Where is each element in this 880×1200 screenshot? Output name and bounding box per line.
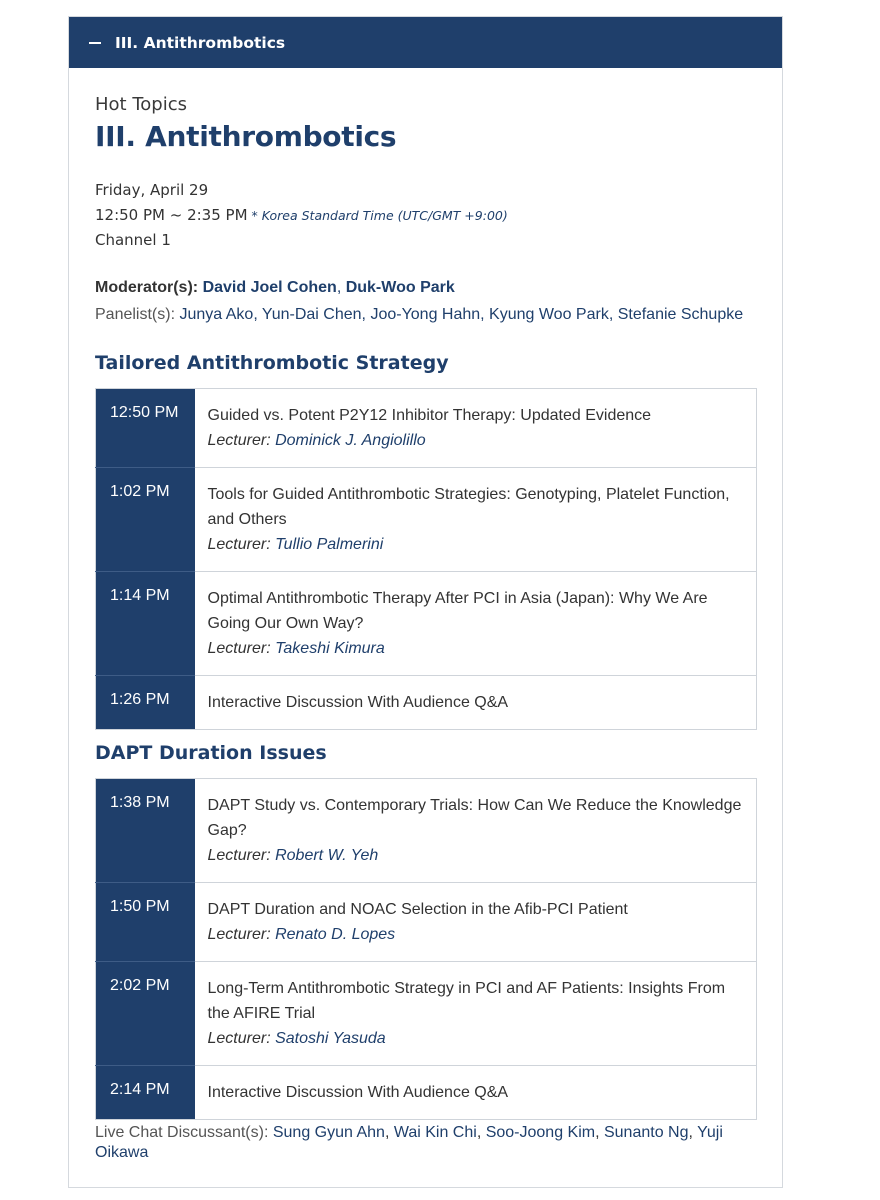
- talk-time: 2:14 PM: [96, 1066, 195, 1120]
- moderator-link[interactable]: David Joel Cohen: [202, 279, 337, 296]
- name-separator: ,: [476, 1124, 486, 1141]
- talk-lecturer: [208, 1026, 743, 1051]
- table-row: [96, 676, 757, 730]
- lecturer-label: Lecturer:: [207, 1030, 271, 1047]
- live-chat-discussants: [95, 1123, 757, 1163]
- talk-time: 1:26 PM: [96, 676, 195, 730]
- table-row: [96, 468, 757, 572]
- talk-lecturer: [208, 922, 743, 947]
- schedule-table-tailored: [95, 388, 757, 730]
- name-separator: ,: [253, 306, 262, 323]
- session-title: III. Antithrombotics: [95, 120, 397, 153]
- name-separator: ,: [608, 306, 618, 323]
- talk-details: [195, 1066, 757, 1120]
- talk-time: 1:02 PM: [96, 468, 195, 572]
- lecturer-link[interactable]: Dominick J. Angiolillo: [275, 432, 426, 449]
- talk-title: Tools for Guided Antithrombotic Strategies: Genotyping, Platelet Function, and Others: [207, 486, 730, 528]
- schedule-table-dapt: [95, 778, 757, 1120]
- talk-details: [195, 572, 757, 676]
- panelists-label: Panelist(s):: [95, 306, 176, 323]
- talk-title: Interactive Discussion With Audience Q&A: [207, 694, 509, 711]
- panelist-link[interactable]: Yun-Dai Chen: [261, 306, 362, 323]
- talk-lecturer: [208, 428, 743, 453]
- talk-title: Long-Term Antithrombotic Strategy in PCI and AF Patients: Insights From the AFIRE Trial: [207, 980, 726, 1022]
- lecturer-link[interactable]: Tullio Palmerini: [275, 536, 384, 553]
- talk-time: 12:50 PM: [96, 389, 195, 468]
- moderators-label: Moderator(s):: [95, 279, 199, 296]
- talk-lecturer: [208, 843, 743, 868]
- accordion-title: III. Antithrombotics: [115, 33, 286, 52]
- talk-title: DAPT Study vs. Contemporary Trials: How Can We Reduce the Knowledge Gap?: [207, 797, 742, 839]
- discussant-link[interactable]: Yuji Oikawa: [95, 1124, 723, 1161]
- talk-details: [195, 676, 757, 730]
- name-separator: ,: [361, 306, 371, 323]
- talk-details: [195, 468, 757, 572]
- live-chat-label: Live Chat Discussant(s):: [95, 1124, 269, 1141]
- discussant-link[interactable]: Soo-Joong Kim: [485, 1124, 596, 1141]
- name-separator: ,: [480, 306, 490, 323]
- section-title-tailored: Tailored Antithrombotic Strategy: [95, 352, 449, 374]
- name-separator: ,: [595, 1124, 604, 1141]
- lecturer-link[interactable]: Renato D. Lopes: [275, 926, 396, 943]
- panelist-link[interactable]: Kyung Woo Park: [489, 306, 609, 323]
- lecturer-link[interactable]: Satoshi Yasuda: [275, 1030, 386, 1047]
- talk-title: Optimal Antithrombotic Therapy After PCI in Asia (Japan): Why We Are Going Our Own Way?: [207, 590, 708, 632]
- table-row: [96, 962, 757, 1066]
- lecturer-label: Lecturer:: [207, 536, 271, 553]
- panelist-link[interactable]: Junya Ako: [179, 306, 254, 323]
- table-row: [96, 1066, 757, 1120]
- lecturer-link[interactable]: Takeshi Kimura: [275, 640, 385, 657]
- discussant-link[interactable]: Sung Gyun Ahn: [272, 1124, 385, 1141]
- discussant-link[interactable]: Sunanto Ng: [603, 1124, 689, 1141]
- name-separator: ,: [384, 1124, 394, 1141]
- lecturer-label: Lecturer:: [207, 926, 271, 943]
- name-separator: ,: [336, 279, 346, 296]
- table-row: [96, 572, 757, 676]
- session-time-range: 12:50 PM ~ 2:35 PM: [95, 206, 248, 224]
- timezone-note: * Korea Standard Time (UTC/GMT +9:00): [251, 208, 508, 223]
- table-row: [96, 389, 757, 468]
- talk-lecturer: [208, 636, 743, 661]
- minus-icon[interactable]: [89, 42, 101, 44]
- session-category: Hot Topics: [95, 94, 187, 115]
- talk-title: DAPT Duration and NOAC Selection in the Afib-PCI Patient: [207, 901, 628, 918]
- lecturer-label: Lecturer:: [207, 432, 271, 449]
- panelist-link[interactable]: Stefanie Schupke: [617, 306, 744, 323]
- talk-details: [195, 779, 757, 883]
- panelist-names: [179, 306, 743, 323]
- lecturer-label: Lecturer:: [207, 640, 271, 657]
- talk-details: [195, 962, 757, 1066]
- session-date: Friday, April 29: [95, 181, 209, 199]
- section-title-dapt: DAPT Duration Issues: [95, 742, 327, 764]
- moderator-link[interactable]: Duk-Woo Park: [345, 279, 455, 296]
- session-panel: [68, 16, 783, 1188]
- talk-details: [195, 883, 757, 962]
- session-time: [95, 206, 508, 224]
- talk-time: 1:50 PM: [96, 883, 195, 962]
- lecturer-link[interactable]: Robert W. Yeh: [275, 847, 379, 864]
- panelists: [95, 306, 743, 324]
- table-row: [96, 779, 757, 883]
- talk-lecturer: [208, 532, 743, 557]
- name-separator: ,: [688, 1124, 698, 1141]
- table-row: [96, 883, 757, 962]
- talk-time: 1:38 PM: [96, 779, 195, 883]
- lecturer-label: Lecturer:: [207, 847, 271, 864]
- talk-title: Guided vs. Potent P2Y12 Inhibitor Therapy: Updated Evidence: [207, 407, 652, 424]
- talk-time: 1:14 PM: [96, 572, 195, 676]
- talk-title: Interactive Discussion With Audience Q&A: [207, 1084, 509, 1101]
- talk-time: 2:02 PM: [96, 962, 195, 1066]
- accordion-header[interactable]: [69, 17, 782, 68]
- talk-details: [195, 389, 757, 468]
- panelist-link[interactable]: Joo-Yong Hahn: [370, 306, 481, 323]
- discussant-link[interactable]: Wai Kin Chi: [393, 1124, 477, 1141]
- session-channel: Channel 1: [95, 231, 171, 249]
- moderator-names: [203, 279, 455, 296]
- moderators: [95, 279, 455, 297]
